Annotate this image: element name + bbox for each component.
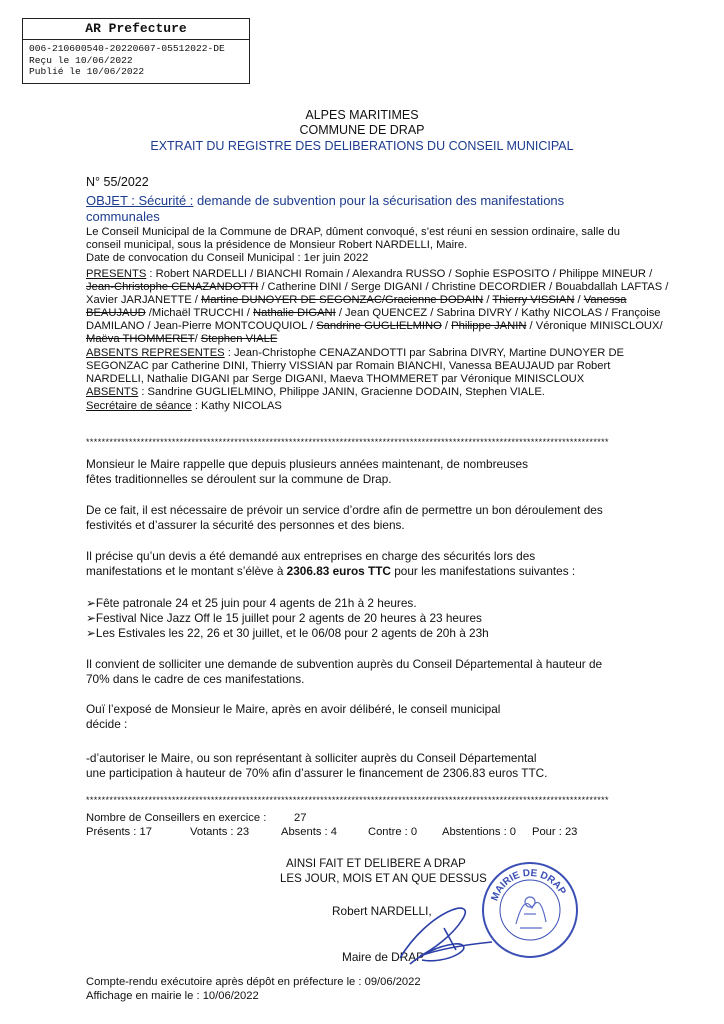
registry-title: EXTRAIT DU REGISTRE DES DELIBERATIONS DU CONSEIL MUNICIPAL: [150, 139, 574, 153]
paragraph-line: Monsieur le Maire rappelle que depuis plusieurs années maintenant, de nombreuses: [86, 457, 528, 471]
mayor-name: Robert NARDELLI,: [332, 904, 432, 918]
amount-prefix: manifestations et le montant s’élève à: [86, 564, 287, 578]
stamp-line: 006-210600540-20220607-05512022-DE: [29, 43, 225, 54]
absents-rep-line: [86, 347, 624, 360]
presents-line: [86, 307, 661, 320]
separator-stars: **************************************************************************************************************************************: [86, 795, 609, 805]
footer-executoire: Compte-rendu exécutoire après dépôt en préfecture le : 09/06/2022: [86, 976, 421, 988]
absent-name: Martine DUNOYER DE SEGONZAC/Gracienne DODAIN: [201, 294, 484, 306]
paragraph-2: [86, 503, 696, 533]
footer-affichage: Affichage en mairie le : 10/06/2022: [86, 990, 259, 1002]
paragraph-line: Il précise qu’un devis a été demandé aux entreprises en charge des sécurités lors des: [86, 549, 536, 563]
vote-votants: Votants : 23: [190, 826, 250, 838]
absent-name: Philippe JANIN: [451, 320, 527, 332]
presents-text: /: [441, 320, 452, 332]
stamp-line: Reçu le 10/06/2022: [29, 54, 133, 66]
objet-label: OBJET : Sécurité :: [86, 193, 194, 208]
presents-text: /: [483, 294, 493, 306]
absent-name: Sandrine GUGLIELMINO: [316, 320, 442, 332]
presents-text: /Michaël TRUCCHI /: [145, 307, 254, 319]
session-line: Le Conseil Municipal de la Commune de DRAP, dûment convoqué, s’est réuni en session ordinaire, salle du: [86, 226, 620, 238]
session-line: conseil municipal, sous la présidence de Monsieur Robert NARDELLI, Maire.: [86, 239, 468, 251]
absents-rep-line: SEGONZAC par Catherine DINI, Thierry VISSIAN par Romain BIANCHI, Vanessa BEAUJAUD par Robert: [86, 360, 611, 372]
presents-line: [86, 333, 277, 346]
paragraph-5: [86, 702, 696, 732]
secretaire-line: [86, 400, 282, 413]
closing-line: AINSI FAIT ET DELIBERE A DRAP: [286, 858, 466, 870]
presents-text: /: [194, 333, 201, 345]
absent-name: BEAUJAUD: [86, 307, 146, 319]
event-item: ➢Les Estivales les 22, 26 et 30 juillet, et le 06/08 pour 2 agents de 20h à 23h: [86, 626, 489, 640]
paragraph-1: [86, 457, 696, 487]
presents-text: / Catherine DINI / Serge DIGANI / Christine DECORDIER / Bouabdallah LAFTAS /: [258, 281, 669, 293]
conseillers-value: 27: [294, 812, 307, 824]
paragraph-line: fêtes traditionnelles se déroulent sur la commune de Drap.: [86, 472, 392, 486]
vote-pour: Pour : 23: [532, 826, 578, 838]
conseillers-label: Nombre de Conseillers en exercice :: [86, 812, 267, 824]
convocation-date: Date de convocation du Conseil Municipal : 1er juin 2022: [86, 252, 369, 264]
presents-text: DAMILANO / Jean-Pierre MONTCOUQUIOL /: [86, 320, 317, 332]
presents-line: [86, 281, 668, 294]
svg-text:MAIRIE DE DRAP: MAIRIE DE DRAP: [489, 867, 568, 903]
mayor-title: Maire de DRAP: [342, 950, 424, 964]
closing-line: LES JOUR, MOIS ET AN QUE DESSUS: [280, 873, 487, 885]
paragraph-line: festivités et d’assurer la sécurité des personnes et des biens.: [86, 518, 405, 532]
absent-name: Stephen VIALE: [200, 333, 278, 345]
presents-text: : Robert NARDELLI / BIANCHI Romain / Alexandra RUSSO / Sophie ESPOSITO / Philippe MINEUR /: [146, 268, 653, 280]
vote-presents: Présents : 17: [86, 826, 152, 838]
absent-name: Nathalie DIGANI: [253, 307, 336, 319]
amount-suffix: pour les manifestations suivantes :: [390, 564, 576, 578]
presents-label: PRESENTS: [86, 268, 147, 280]
decision: [86, 751, 696, 781]
paragraph-line: -d’autoriser le Maire, ou son représentant à solliciter auprès du Conseil Départemental: [86, 751, 537, 765]
presents-text: /: [574, 294, 584, 306]
event-item: ➢Festival Nice Jazz Off le 15 juillet pour 2 agents de 20 heures à 23 heures: [86, 611, 482, 625]
paragraph-line: une participation à hauteur de 70% afin d’assurer le financement de 2306.83 euros TTC.: [86, 766, 548, 780]
vote-abstentions: Abstentions : 0: [442, 826, 517, 838]
presents-line: [86, 320, 663, 333]
stamp-lines: [23, 40, 249, 78]
absents-rep-text: : Jean-Christophe CENAZANDOTTI par Sabrina DIVRY, Martine DUNOYER DE: [224, 347, 624, 359]
presents-text: / Jean QUENCEZ / Sabrina DIVRY / Kathy NICOLAS / Françoise: [335, 307, 661, 319]
separator-stars: **************************************************************************************************************************************: [86, 437, 609, 447]
absents-text: : Sandrine GUGLIELMINO, Philippe JANIN, Gracienne DODAIN, Stephen VIALE.: [138, 386, 545, 398]
amount-value: 2306.83 euros TTC: [286, 564, 391, 578]
deliberation-number: N° 55/2022: [86, 175, 149, 189]
event-list: [86, 596, 696, 641]
objet-text: demande de subvention pour la sécurisation des manifestations: [193, 193, 565, 208]
absent-name: Maëva THOMMERET: [86, 333, 195, 345]
absents-label: ABSENTS: [86, 386, 139, 398]
paragraph-line: décide :: [86, 717, 128, 731]
paragraph-line: De ce fait, il est nécessaire de prévoir un service d’ordre afin de permettre un bon déroulement des: [86, 503, 603, 517]
paragraph-line: Il convient de solliciter une demande de subvention auprès du Conseil Départemental à hauteur de: [86, 657, 603, 671]
department-name: ALPES MARITIMES: [305, 108, 419, 122]
paragraph-line: 70% dans le cadre de ces manifestations.: [86, 672, 305, 686]
paragraph-3: [86, 549, 696, 579]
event-item: ➢Fête patronale 24 et 25 juin pour 4 agents de 21h à 2 heures.: [86, 596, 417, 610]
vote-contre: Contre : 0: [368, 826, 418, 838]
secretaire-text: : Kathy NICOLAS: [191, 400, 282, 412]
paragraph-line: [86, 564, 696, 579]
absent-name: Jean-Christophe CENAZANDOTTI: [86, 281, 259, 293]
paragraph-4: [86, 657, 696, 687]
presents-line: [86, 268, 652, 281]
secretaire-label: Secrétaire de séance: [86, 400, 192, 412]
absents-rep-label: ABSENTS REPRESENTES: [86, 347, 225, 359]
stamp-title: AR Prefecture: [23, 19, 249, 40]
presents-text: Xavier JARJANETTE /: [86, 294, 202, 306]
commune-name: COMMUNE DE DRAP: [299, 123, 425, 137]
mayor-signature: [392, 898, 502, 970]
absents-rep-line: NARDELLI, Nathalie DIGANI par Serge DIGANI, Maeva THOMMERET par Véronique MINISCLOUX: [86, 373, 585, 385]
ar-prefecture-stamp: [22, 18, 250, 84]
presents-line: [86, 294, 627, 307]
stamp-line: Publié le 10/06/2022: [29, 66, 145, 77]
absent-name: Thierry VISSIAN: [492, 294, 575, 306]
vote-absents: Absents : 4: [281, 826, 337, 838]
absents-line: [86, 386, 545, 399]
objet-text-cont: communales: [86, 209, 160, 224]
absent-name: Vanessa: [583, 294, 627, 306]
objet-line: [86, 193, 564, 208]
presents-text: / Véronique MINISCLOUX/: [526, 320, 663, 332]
paragraph-line: Ouï l’exposé de Monsieur le Maire, après en avoir délibéré, le conseil municipal: [86, 702, 501, 716]
